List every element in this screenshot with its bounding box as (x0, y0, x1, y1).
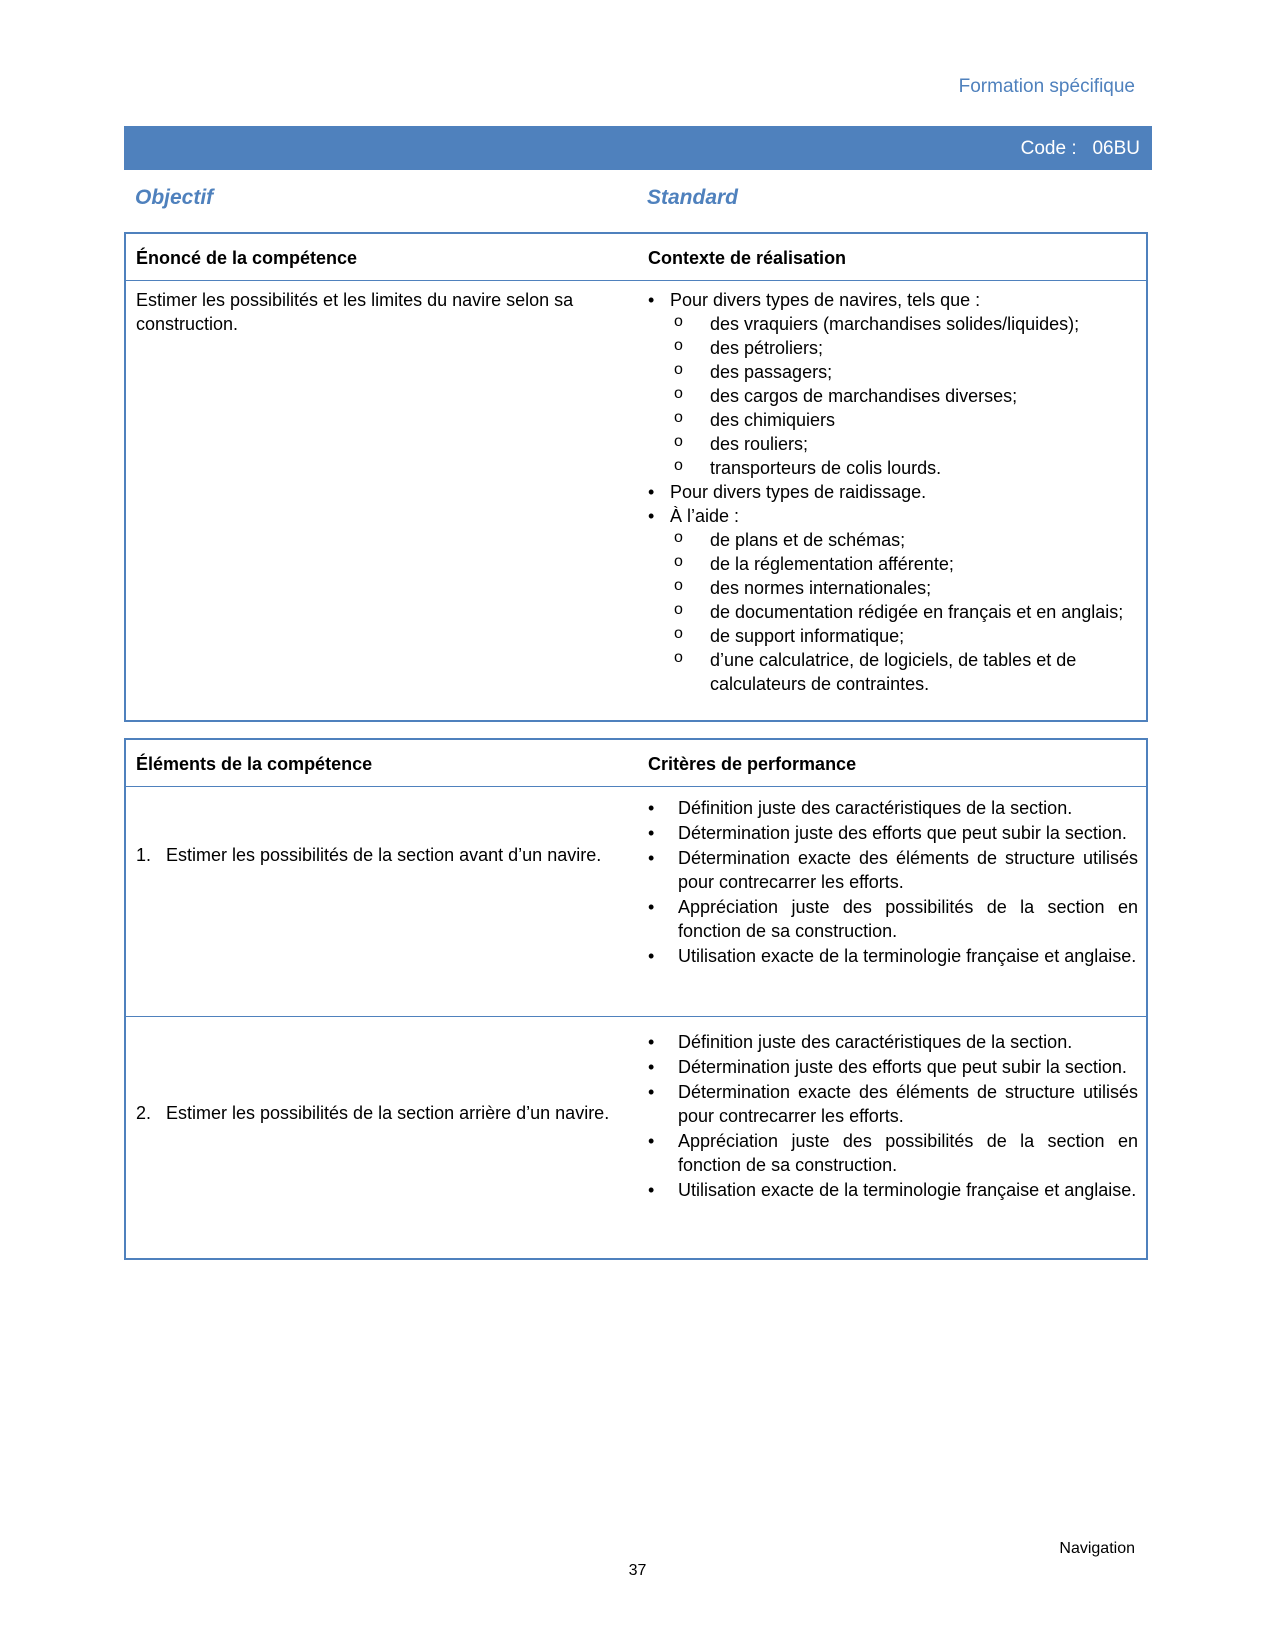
criterion: • Détermination exacte des éléments de structure utilisés pour contrecarrer les efforts. (648, 1080, 1138, 1128)
criterion: • Appréciation juste des possibilités de la section en fonction de sa construction. (648, 1129, 1138, 1177)
element-2-number: 2. (136, 1103, 152, 1123)
table2-header (126, 740, 1146, 787)
code-banner (124, 126, 1152, 170)
element-2-text: Estimer les possibilités de la section arrière d’un navire. (166, 1103, 610, 1123)
performance-criteria-table (124, 738, 1148, 1260)
criterion: • Utilisation exacte de la terminologie française et anglaise. (648, 944, 1138, 968)
table1-header (126, 234, 1146, 281)
standard-heading: Standard (647, 186, 739, 209)
context-subitem: o des vraquiers (marchandises solides/liquides); (648, 312, 1138, 336)
element-1-number: 1. (136, 845, 152, 865)
context-item: • Pour divers types de raidissage. (648, 480, 1138, 504)
criterion: • Détermination juste des efforts que peut subir la section. (648, 821, 1138, 845)
elements-header: Éléments de la compétence (136, 754, 373, 774)
criterion: • Appréciation juste des possibilités de la section en fonction de sa construction. (648, 895, 1138, 943)
program-title: Formation spécifique (958, 76, 1135, 97)
objective-heading: Objectif (135, 186, 214, 209)
context-subitem: o des pétroliers; (648, 336, 1138, 360)
statement-header: Énoncé de la compétence (136, 248, 358, 268)
context-item: • Pour divers types de navires, tels que : (648, 288, 1138, 312)
context-list (648, 288, 1138, 696)
element-1-text: Estimer les possibilités de la section avant d’un navire. (166, 845, 602, 865)
criterion: • Utilisation exacte de la terminologie française et anglaise. (648, 1178, 1138, 1202)
criterion: • Détermination juste des efforts que peut subir la section. (648, 1055, 1138, 1079)
objective-standard-heading (135, 186, 1145, 214)
criterion: • Détermination exacte des éléments de structure utilisés pour contrecarrer les efforts. (648, 846, 1138, 894)
context-subitem: o de documentation rédigée en français et en anglais; (648, 600, 1138, 624)
page-number: 37 (628, 1562, 647, 1579)
element-2 (136, 1101, 636, 1125)
row-divider (126, 1016, 1146, 1017)
context-subitem: o des rouliers; (648, 432, 1138, 456)
criterion: • Définition juste des caractéristiques de la section. (648, 796, 1138, 820)
context-subitem: o de plans et de schémas; (648, 528, 1138, 552)
context-subitem: o des passagers; (648, 360, 1138, 384)
context-subitem: o transporteurs de colis lourds. (648, 456, 1138, 480)
element-1 (136, 843, 636, 867)
context-subitem: o des chimiquiers (648, 408, 1138, 432)
context-subitem: o de la réglementation afférente; (648, 552, 1138, 576)
context-subitem: o des cargos de marchandises diverses; (648, 384, 1138, 408)
code-value: 06BU (1092, 138, 1140, 159)
element-2-criteria (648, 1030, 1138, 1203)
competency-statement: Estimer les possibilités et les limites du navire selon sa construction. (136, 290, 574, 334)
context-subitem: o d’une calculatrice, de logiciels, de tables et de calculateurs de contraintes. (648, 648, 1138, 696)
criteria-header: Critères de performance (648, 754, 857, 774)
code-label (1021, 138, 1140, 160)
element-1-criteria (648, 796, 1138, 969)
context-subitem: o de support informatique; (648, 624, 1138, 648)
footer-section: Navigation (1059, 1540, 1135, 1557)
context-item: • À l’aide : (648, 504, 1138, 528)
criterion: • Définition juste des caractéristiques de la section. (648, 1030, 1138, 1054)
code-label-text: Code : (1020, 138, 1077, 159)
context-subitem: o des normes internationales; (648, 576, 1138, 600)
context-header: Contexte de réalisation (648, 248, 847, 268)
competency-statement-table (124, 232, 1148, 722)
